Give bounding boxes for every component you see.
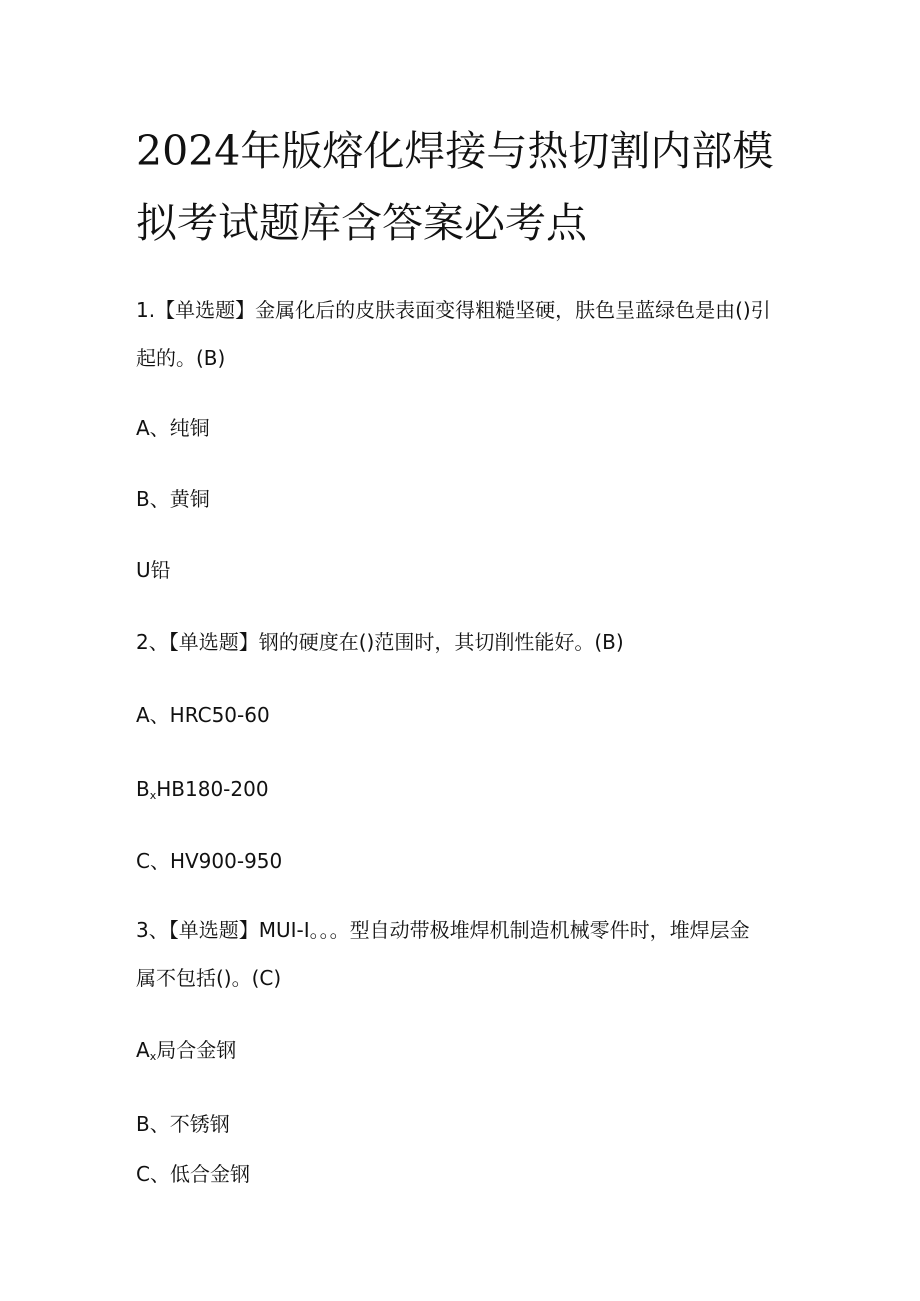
option-text: HB180-200 xyxy=(156,777,269,801)
document-title-line-1: 2024年版熔化焊接与热切割内部模 xyxy=(136,127,774,175)
question-1-stem-line-2: 起的。(B) xyxy=(136,346,226,370)
question-1-option-b: B、黄铜 xyxy=(136,487,210,511)
question-1-stem-line-1: 1.【单选题】金属化后的皮肤表面变得粗糙坚硬，肤色呈蓝绿色是由()引 xyxy=(136,298,771,322)
question-3-option-a xyxy=(136,1038,236,1062)
question-3-stem-line-2: 属不包括()。(C) xyxy=(136,966,282,990)
question-2-stem: 2、【单选题】钢的硬度在()范围时，其切削性能好。(B) xyxy=(136,630,624,654)
question-2-option-c: C、HV900-950 xyxy=(136,849,283,873)
question-3-stem-line-1: 3、【单选题】MUI-I。。。型自动带极堆焊机制造机械零件时，堆焊层金 xyxy=(136,918,750,942)
question-3-option-c: C、低合金钢 xyxy=(136,1162,250,1186)
question-2-option-a: A、HRC50-60 xyxy=(136,703,270,727)
question-3-option-b: B、不锈钢 xyxy=(136,1112,230,1136)
option-letter: B xyxy=(136,777,150,801)
option-subscript: x xyxy=(149,1050,157,1063)
question-1-option-a: A、纯铜 xyxy=(136,416,210,440)
option-subscript: x xyxy=(149,789,157,802)
option-text: 局合金钢 xyxy=(156,1038,237,1062)
question-2-option-b xyxy=(136,777,269,801)
document-title-line-2: 拟考试题库含答案必考点 xyxy=(136,199,587,247)
question-1-option-c: U铅 xyxy=(136,558,171,582)
option-letter: A xyxy=(136,1038,150,1062)
